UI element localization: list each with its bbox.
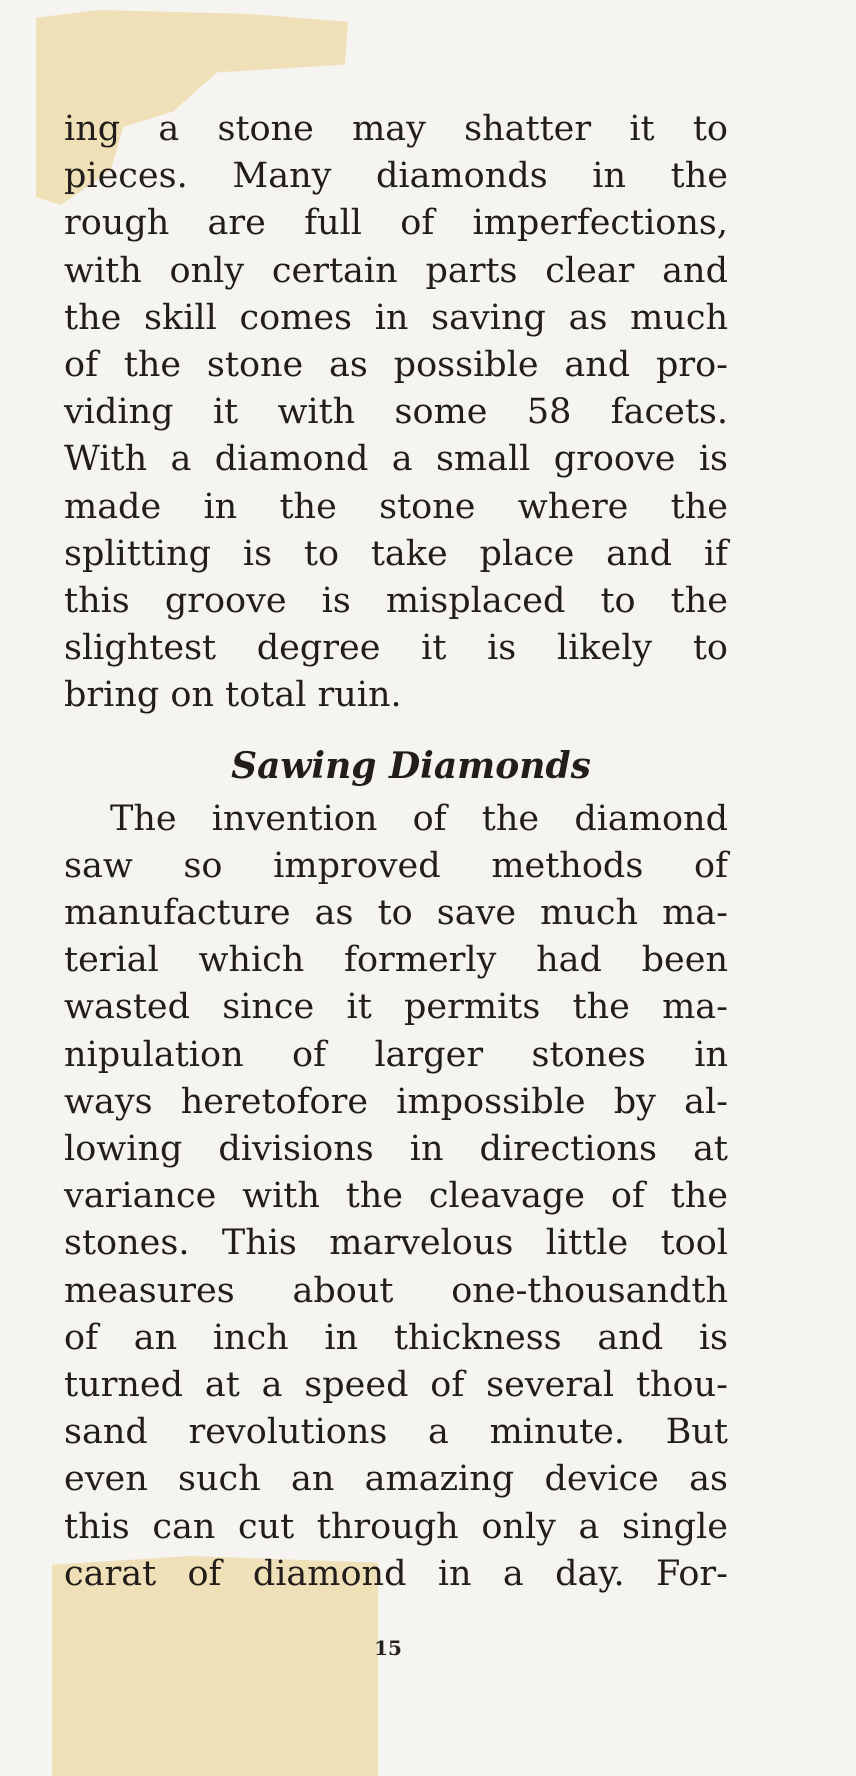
text-line: rough are full of imperfections,: [64, 203, 728, 244]
text-line: ways heretofore impossible by al-: [64, 1081, 728, 1122]
text-line: turned at a speed of several thou-: [64, 1365, 728, 1406]
section-heading: Sawing Diamonds: [231, 744, 591, 787]
text-line: ing a stone may shatter it to: [64, 109, 728, 149]
text-line: The invention of the diamond: [110, 798, 728, 839]
text-line: made in the stone where the: [64, 486, 728, 527]
text-line: lowing divisions in directions at: [64, 1129, 728, 1170]
text-line: the skill comes in saving as much: [64, 297, 728, 338]
text-line: splitting is to take place and if: [64, 533, 728, 574]
paragraph-sawing: [64, 796, 728, 1598]
text-line: wasted since it permits the ma-: [64, 987, 728, 1028]
text-line: bring on total ruin.: [64, 675, 402, 716]
body-text: [64, 106, 728, 1598]
text-line: of an inch in thickness and is: [64, 1317, 728, 1358]
text-line: manufacture as to save much ma-: [64, 893, 728, 934]
text-line: of the stone as possible and pro-: [64, 345, 728, 386]
text-line: even such an amazing device as: [64, 1459, 728, 1500]
text-line: terial which formerly had been: [64, 940, 728, 981]
text-line: stones. This marvelous little tool: [64, 1223, 728, 1264]
paragraph-continued: [64, 106, 728, 720]
page-number: 15: [374, 1636, 402, 1660]
text-line: saw so improved methods of: [64, 845, 728, 886]
text-line: carat of diamond in a day. For-: [64, 1553, 728, 1594]
text-line: measures about one-thousandth: [64, 1270, 728, 1311]
text-line: nipulation of larger stones in: [64, 1034, 728, 1075]
text-line: this can cut through only a single: [64, 1506, 728, 1547]
text-line: this groove is misplaced to the: [64, 581, 728, 622]
text-line: With a diamond a small groove is: [64, 439, 728, 480]
text-line: slightest degree it is likely to: [64, 628, 728, 669]
text-line: viding it with some 58 facets.: [64, 392, 728, 433]
text-line: variance with the cleavage of the: [64, 1176, 728, 1217]
text-line: with only certain parts clear and: [64, 250, 728, 291]
text-line: sand revolutions a minute. But: [64, 1412, 728, 1453]
text-line: pieces. Many diamonds in the: [64, 156, 728, 197]
